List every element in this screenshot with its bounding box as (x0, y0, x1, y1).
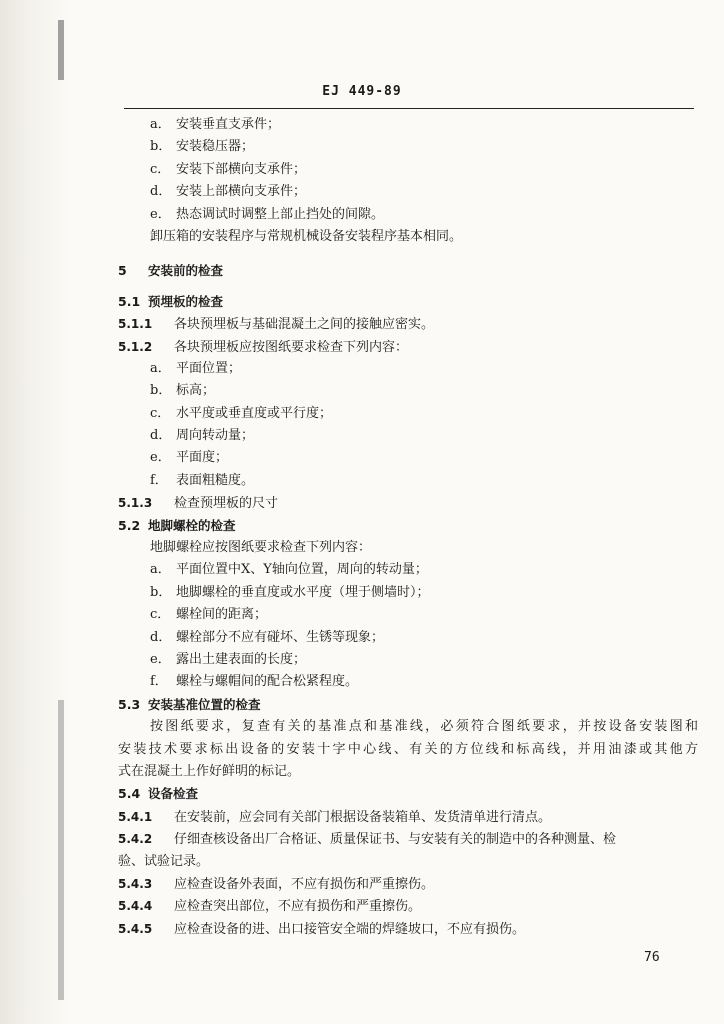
paragraph-line: 式在混凝土上作好鲜明的标记。 (118, 763, 301, 779)
list-item: d． 周向转动量； (150, 428, 255, 444)
list-item: a． 安装垂直支承件； (150, 117, 281, 132)
page-number: 76 (644, 950, 660, 965)
list-item: e． 露出土建表面的长度； (150, 651, 307, 667)
clause-continuation: 验、试验记录。 (118, 853, 210, 869)
list-item: a． 平面位置中X、Y轴向位置，周向的转动量； (150, 562, 428, 578)
paragraph: 地脚螺栓应按图纸要求检查下列内容： (150, 540, 372, 556)
list-item: f． 表面粗糙度。 (150, 472, 255, 488)
list-item: f． 螺栓与螺帽间的配合松紧程度。 (150, 674, 359, 690)
list-item: d． 安装上部横向支承件； (150, 184, 307, 200)
clause: 5.4.4 应检查突出部位，不应有损伤和严重擦伤。 (118, 899, 422, 915)
list-item: c． 螺栓间的距离； (150, 607, 268, 623)
list-item: e． 平面度； (150, 450, 229, 466)
list-item: b． 地脚螺栓的垂直度或水平度（埋于侧墙时）； (150, 584, 430, 600)
subsection-heading: 5.4 设备检查 (118, 786, 199, 802)
list-item: c． 水平度或垂直度或平行度； (150, 405, 333, 421)
list-item: c． 安装下部横向支承件； (150, 161, 307, 177)
clause: 5.1.2 各块预埋板应按图纸要求检查下列内容： (118, 339, 409, 355)
clause: 5.4.3 应检查设备外表面，不应有损伤和严重擦伤。 (118, 876, 435, 892)
paragraph-line: 安装技术要求标出设备的安装十字中心线、有关的方位线和标高线，并用油漆或其他方 (118, 741, 698, 757)
subsection-heading: 5.1 预埋板的检查 (118, 293, 224, 309)
paragraph-line: 按图纸要求，复查有关的基准点和基准线，必须符合图纸要求，并按设备安装图和 (150, 719, 698, 735)
section-heading: 5 安装前的检查 (118, 263, 224, 279)
scan-mark (58, 20, 64, 80)
clause: 5.4.2 仔细查核设备出厂合格证、质量保证书、与安装有关的制造中的各种测量、检 (118, 832, 617, 848)
list-item: e． 热态调试时调整上部止挡处的间隙。 (150, 206, 385, 222)
list-item: a． 平面位置； (150, 360, 242, 376)
clause: 5.4.1 在安装前，应会同有关部门根据设备装箱单、发货清单进行清点。 (118, 809, 552, 825)
subsection-heading: 5.3 安装基准位置的检查 (118, 696, 261, 712)
scan-mark (58, 700, 64, 1000)
subsection-heading: 5.2 地脚螺栓的检查 (118, 517, 236, 533)
list-item: b． 标高； (150, 383, 216, 399)
header-rule (124, 108, 694, 109)
document-body (118, 114, 698, 940)
page-header: EJ 449-89 (322, 84, 402, 99)
clause: 5.1.1 各块预埋板与基础混凝土之间的接触应密实。 (118, 317, 435, 333)
clause: 5.1.3 检查预埋板的尺寸 (118, 496, 279, 512)
list-item: d． 螺栓部分不应有碰坏、生锈等现象； (150, 629, 385, 645)
list-item: b． 安装稳压器； (150, 139, 255, 155)
clause: 5.4.5 应检查设备的进、出口接管安全端的焊缝坡口，不应有损伤。 (118, 921, 526, 937)
paragraph: 卸压箱的安装程序与常规机械设备安装程序基本相同。 (150, 228, 463, 244)
